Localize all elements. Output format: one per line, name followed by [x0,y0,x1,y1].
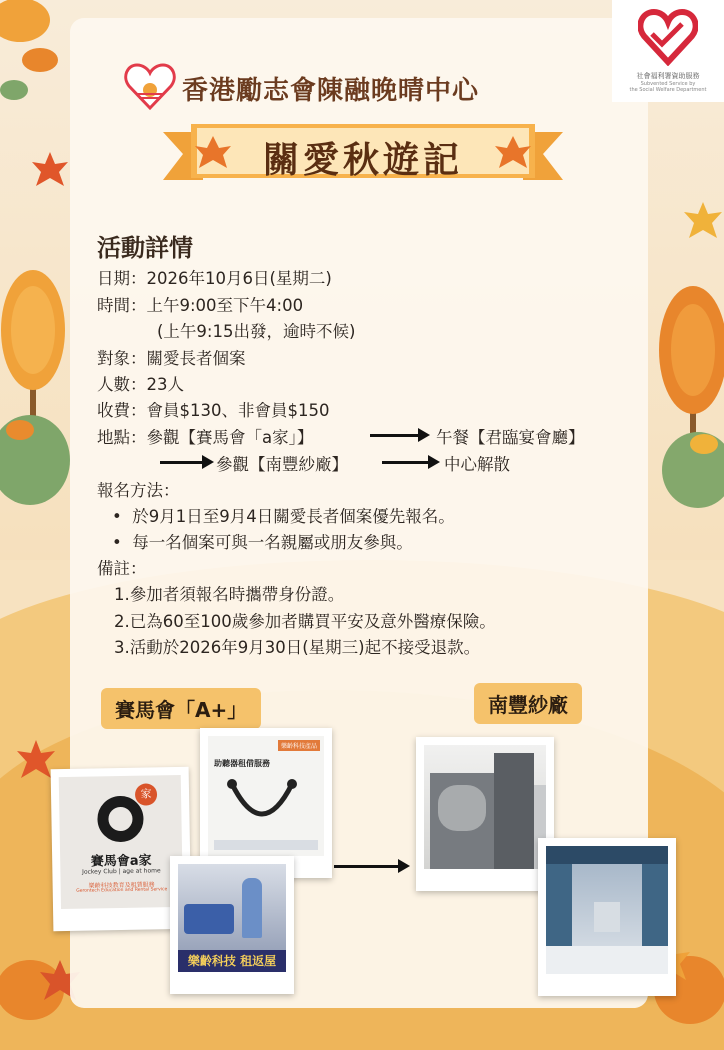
mural-face [438,785,486,831]
time-row [97,292,303,316]
bush-icon [0,400,70,510]
place-row [97,424,313,448]
target-value: 關愛長者個案 [146,349,246,368]
fee-label: 收費： [97,401,147,420]
rental-sign: 樂齡科技 租返屋 [178,950,286,972]
count-row [97,371,184,395]
a-home-sub: 樂齡科技教育及租賃服務 [88,881,155,890]
registration-item: • 於9月1日至9月4日關愛長者個案優先報名。 [112,507,455,526]
target-row [97,345,246,369]
fee-row [97,397,329,421]
contact-strip [214,840,318,850]
registration-heading: 報名方法： [97,481,180,500]
registration-item-text: 於9月1日至9月4日關愛長者個案優先報名。 [132,507,455,526]
date-row [97,265,332,289]
heart-logo-icon [638,8,698,66]
tag-nanfung: 南豐紗廠 [474,683,582,724]
swd-logo [612,0,724,102]
swd-name-en: Subvented Service by [640,81,696,87]
count-value: 23人 [146,375,184,394]
place-stop-1: 參觀【賽馬會「a家」】 [146,428,314,447]
count-label: 人數： [97,375,147,394]
remark-item: 2.已為60至100歲參加者購買平安及意外醫療保險。 [114,612,496,631]
massage-chair [184,904,234,934]
photo-nanfung-exterior [416,737,554,891]
details-heading: 活動詳情 [97,234,193,262]
remark-item: 1.參加者須報名時攜帶身份證。 [114,585,345,604]
org-title: 香港勵志會陳融晚晴中心 [182,76,480,106]
time-note: (上午9:15出發，逾時不候) [157,322,356,341]
maple-leaf-icon [682,200,724,242]
arrow-icon [382,461,432,464]
swd-name-en: the Social Welfare Department [629,87,707,93]
bush-icon [660,420,724,510]
registration-item: • 每一名個案可與一名親屬或朋友參與。 [112,533,413,552]
time-value: 上午9:00至下午4:00 [146,296,304,315]
arrow-icon [334,865,402,868]
target-label: 對象： [97,349,147,368]
autumn-leaves-icon [0,0,80,120]
a-home-en: Jockey Club | age at home [82,867,161,876]
place-stop-4: 中心解散 [444,455,510,474]
photo-nanfung-interior [538,838,676,996]
time-label: 時間： [97,296,147,315]
fee-value: 會員$130、非會員$150 [146,401,330,420]
hearing-tag: 樂齡科技產品 [278,740,320,751]
place-stop-2: 午餐【君臨宴會廳】 [436,428,585,447]
swd-logo-text [612,72,724,93]
a-home-badge: 家 [135,783,157,805]
glass-wall-right [642,864,668,954]
remark-item: 3.活動於2026年9月30日(星期三)起不接受退款。 [114,638,481,657]
a-home-logo-icon [97,796,144,843]
date-value: 2026年10月6日(星期二) [146,269,332,288]
remarks-heading: 備註： [97,559,147,578]
ceiling-frame [546,846,668,864]
person-figure [242,878,262,938]
sunrise-heart-icon [124,62,176,112]
glass-wall-left [546,864,572,954]
tag-a-home: 賽馬會「A+」 [101,688,261,729]
floor [546,946,668,974]
hearing-aid-icon [222,774,302,834]
event-title: 關愛秋遊記 [262,140,463,181]
maple-leaf-icon [30,150,70,190]
registration-item-text: 每一名個案可與一名親屬或朋友參與。 [132,533,413,552]
date-label: 日期： [97,269,147,288]
stairs [594,902,620,932]
arrow-icon [370,434,422,437]
a-home-sub-en: Gerontech Education and Rental Service [76,887,168,894]
a-home-name: 賽馬會a家 [90,853,152,870]
photo-rental-room [170,856,294,994]
hearing-title: 助聽器租借服務 [214,759,270,768]
arrow-icon [160,461,206,464]
place-label: 地點： [97,428,147,447]
place-stop-3: 參觀【南豐紗廠】 [216,455,348,474]
swd-name-zh: 社會福利署資助服務 [636,72,700,80]
building-tower [494,753,534,869]
